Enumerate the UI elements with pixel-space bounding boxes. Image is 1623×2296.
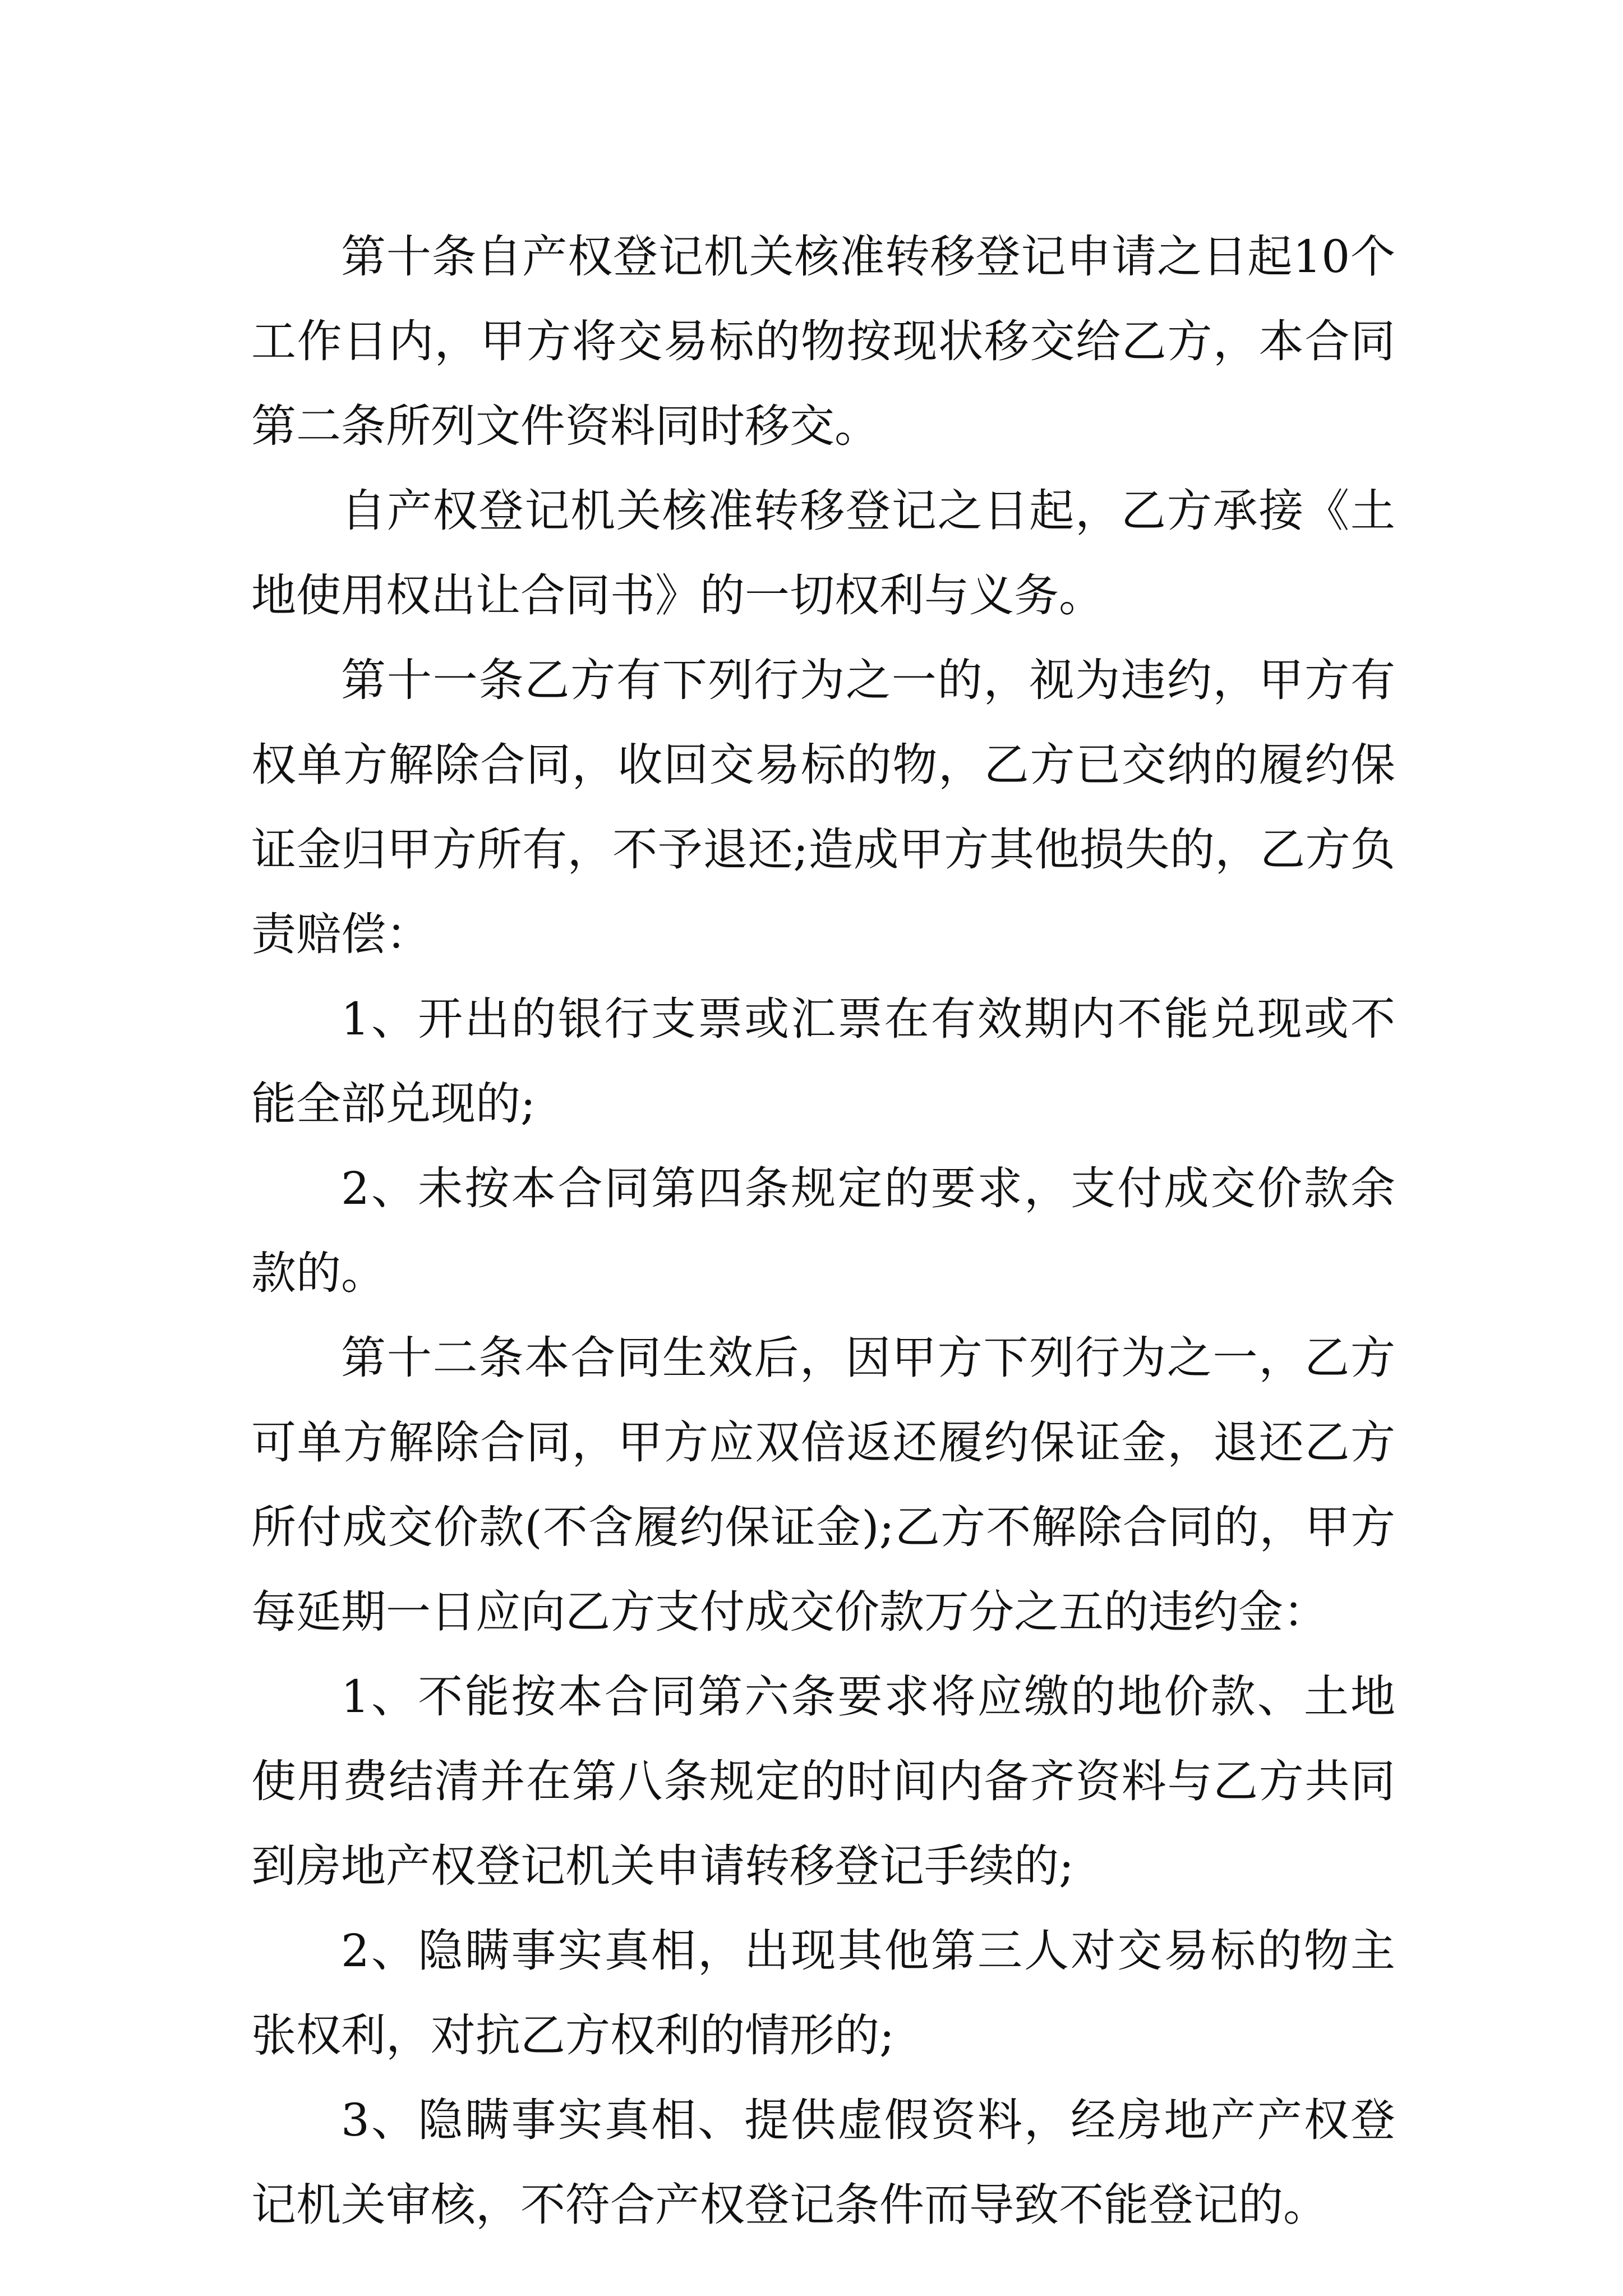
paragraph-article-12-item-2: 2、隐瞒事实真相，出现其他第三人对交易标的物主张权利，对抗乙方权利的情形的; <box>251 1925 1395 2062</box>
paragraph-article-11-item-2: 2、未按本合同第四条规定的要求，支付成交价款余款的。 <box>251 1162 1395 1299</box>
paragraph-article-11: 第十一条乙方有下列行为之一的，视为违约，甲方有权单方解除合同，收回交易标的物，乙方已交纳的履约保证金归甲方所有，不予退还;造成甲方其他损失的，乙方负责赔偿： <box>251 654 1395 960</box>
paragraph-article-12-item-3: 3、隐瞒事实真相、提供虚假资料，经房地产产权登记机关审核，不符合产权登记条件而导致不能登记的。 <box>251 2094 1395 2231</box>
paragraph-article-10: 第十条自产权登记机关核准转移登记申请之日起10个工作日内，甲方将交易标的物按现状移交给乙方，本合同第二条所列文件资料同时移交。 <box>251 231 1395 452</box>
paragraph-article-12: 第十二条本合同生效后，因甲方下列行为之一，乙方可单方解除合同，甲方应双倍返还履约保证金，退还乙方所付成交价款(不含履约保证金);乙方不解除合同的，甲方每延期一日应向乙方支付成交价款万分之五的违约金： <box>251 1332 1395 1638</box>
paragraph-article-12-item-1: 1、不能按本合同第六条要求将应缴的地价款、土地使用费结清并在第八条规定的时间内备齐资料与乙方共同到房地产权登记机关申请转移登记手续的; <box>251 1671 1395 1892</box>
paragraph-article-11-item-1: 1、开出的银行支票或汇票在有效期内不能兑现或不能全部兑现的; <box>251 993 1395 1130</box>
paragraph-article-10-rights: 自产权登记机关核准转移登记之日起，乙方承接《土地使用权出让合同书》的一切权利与义务。 <box>251 485 1395 622</box>
contract-body <box>251 214 1395 2247</box>
